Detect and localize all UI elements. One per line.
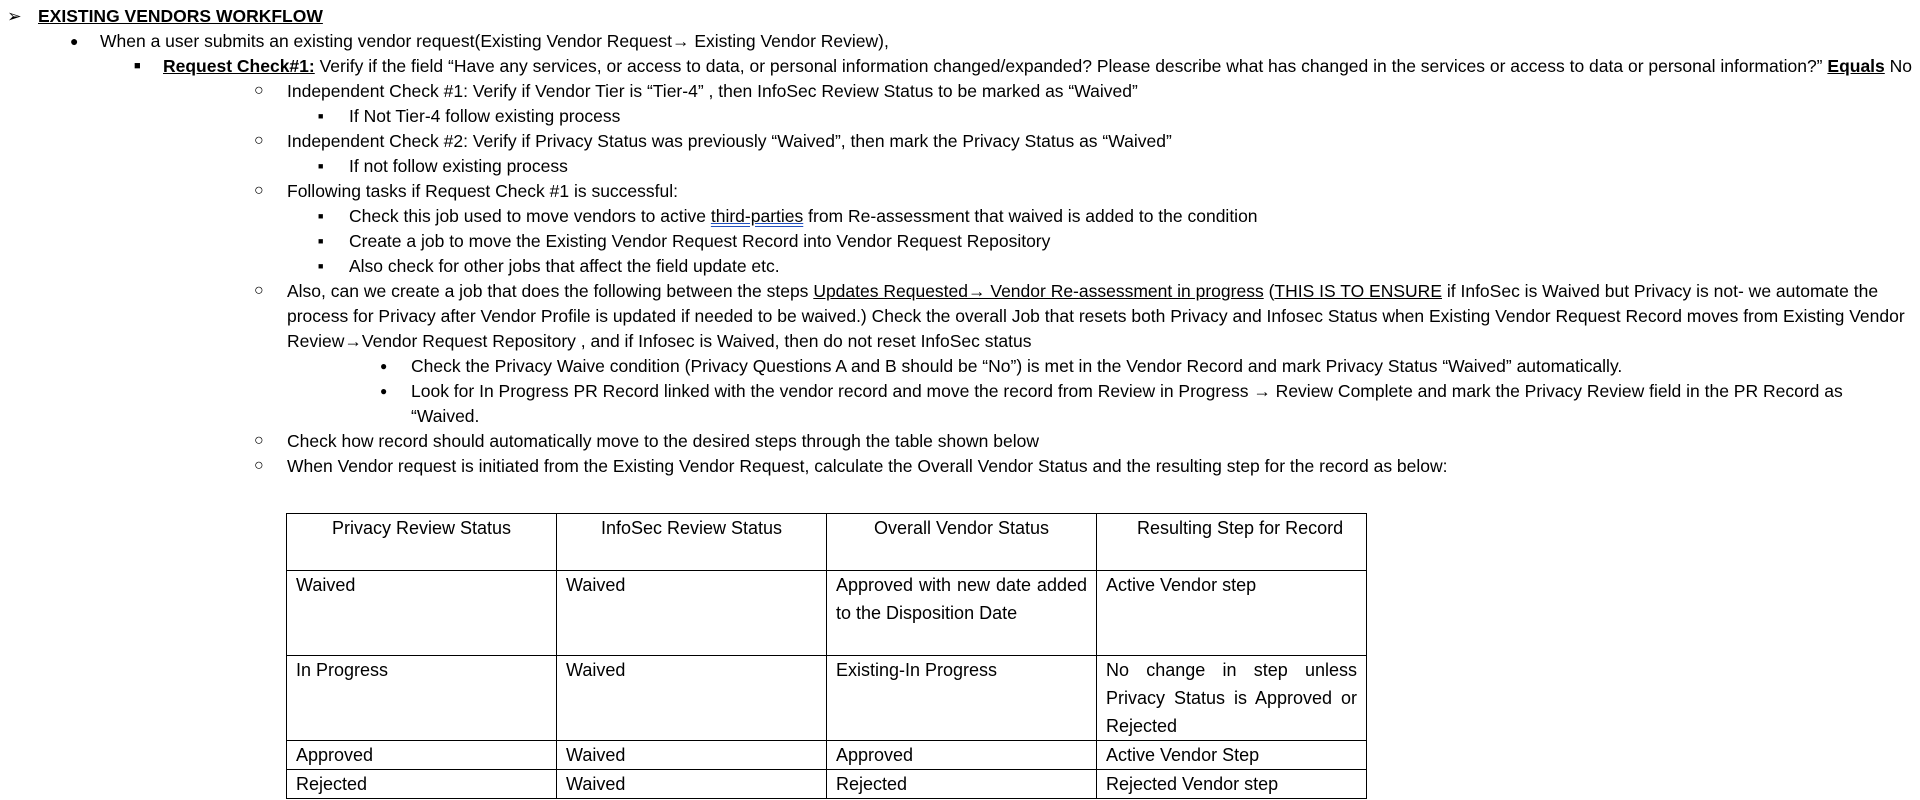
following-item1-pre: Check this job used to move vendors to active [349, 206, 711, 226]
check2-sub-text: If not follow existing process [349, 156, 568, 176]
circle-bullet-icon: ○ [254, 432, 264, 449]
check1-item [0, 79, 1920, 104]
disc-bullet-icon: ● [380, 359, 388, 373]
table-cell: Approved [827, 741, 1097, 770]
table-cell: Active Vendor Step [1097, 741, 1367, 770]
header-infosec-review-status: InfoSec Review Status [557, 514, 827, 571]
table-cell: Waived [557, 770, 827, 799]
when-vendor-text: When Vendor request is initiated from the Existing Vendor Request, calculate the Overall Vendor Status and the resulting step for the record as below: [287, 456, 1448, 476]
square-bullet-icon: ■ [318, 236, 324, 246]
table-row [287, 741, 1367, 770]
check1-sub-item [0, 104, 1920, 129]
circle-bullet-icon: ○ [254, 132, 264, 149]
square-bullet-icon: ■ [134, 60, 141, 72]
circle-bullet-icon: ○ [254, 457, 264, 474]
table-cell: Waived [287, 571, 557, 656]
document-body [0, 4, 1920, 479]
square-bullet-icon: ■ [318, 211, 324, 221]
table-cell: In Progress [287, 656, 557, 741]
when-vendor-item [0, 454, 1920, 479]
circle-bullet-icon: ○ [254, 282, 264, 299]
table-cell: No change in step unless Privacy Status is Approved or Rejected [1097, 656, 1367, 741]
also-paren: ( [1263, 281, 1275, 301]
third-parties-text: third-parties [710, 206, 804, 226]
circle-bullet-icon: ○ [254, 82, 264, 99]
table-cell: Waived [557, 656, 827, 741]
following-item1-post: from Re-assessment that waived is added to the condition [803, 206, 1258, 226]
header-overall-vendor-status: Overall Vendor Status [827, 514, 1097, 571]
request-check-item [0, 54, 1920, 79]
disc-bullet-icon: ● [70, 33, 79, 49]
equals-value: No [1884, 56, 1913, 76]
arrow-bullet-icon: ➢ [7, 6, 22, 26]
also-bullet-2 [0, 379, 1920, 429]
table-cell: Rejected [827, 770, 1097, 799]
also-bullet2-text: Look for In Progress PR Record linked with the vendor record and move the record from Review in Progress → Review Complete and mark the Privacy Review field in the PR Record as “Waived. [411, 381, 1843, 426]
heading-text: EXISTING VENDORS WORKFLOW [38, 6, 323, 26]
also-bullet1-text: Check the Privacy Waive condition (Privacy Questions A and B should be “No”) is met in the Vendor Record and mark Privacy Status “Waived” automatically. [411, 356, 1623, 376]
intro-text: When a user submits an existing vendor request(Existing Vendor Request→ Existing Vendor Review), [100, 31, 889, 51]
header-resulting-step: Resulting Step for Record [1097, 514, 1367, 571]
also-post: if InfoSec is Waived but Privacy is not- we automate the process for Privacy after Vendor Profile is updated if needed to be waived.) Check the overall Job that resets both Privacy and Infosec Status when Existing Vendor Request Record moves from Existing Vendor Review→Vendor Request Repository , and if Infosec is Waived, then do not reset InfoSec status [287, 281, 1905, 351]
square-bullet-icon: ■ [318, 161, 324, 171]
following-item3-text: Also check for other jobs that affect the field update etc. [349, 256, 780, 276]
table-row [287, 571, 1367, 656]
request-check-label: Request Check#1: [163, 56, 315, 76]
section-heading [0, 4, 1920, 29]
following-sub-item-1 [0, 204, 1920, 229]
disc-bullet-icon: ● [380, 384, 388, 398]
request-check-text: Verify if the field “Have any services, or access to data, or personal information changed/expanded? Please describe what has changed in the services or access to data or personal information?” [314, 56, 1823, 76]
equals-label: Equals [1827, 56, 1885, 76]
check2-text: Independent Check #2: Verify if Privacy Status was previously “Waived”, then mark the Privacy Status as “Waived” [287, 131, 1172, 151]
table-cell: Active Vendor step [1097, 571, 1367, 656]
table-cell: Approved [287, 741, 557, 770]
also-item [0, 279, 1920, 354]
ensure-text: THIS IS TO ENSURE [1274, 281, 1442, 301]
steps-text: Updates Requested→ Vendor Re-assessment in progress [813, 281, 1264, 301]
following-item2-text: Create a job to move the Existing Vendor Request Record into Vendor Request Repository [349, 231, 1051, 251]
table-cell: Waived [557, 571, 827, 656]
table-row [287, 770, 1367, 799]
table-row [287, 656, 1367, 741]
check-how-text: Check how record should automatically move to the desired steps through the table shown below [287, 431, 1039, 451]
check-how-item [0, 429, 1920, 454]
table-cell: Existing-In Progress [827, 656, 1097, 741]
following-text: Following tasks if Request Check #1 is successful: [287, 181, 678, 201]
circle-bullet-icon: ○ [254, 182, 264, 199]
table-cell: Waived [557, 741, 827, 770]
square-bullet-icon: ■ [318, 111, 324, 121]
table-cell: Rejected [287, 770, 557, 799]
table-cell: Rejected Vendor step [1097, 770, 1367, 799]
following-sub-item-3 [0, 254, 1920, 279]
check2-sub-item [0, 154, 1920, 179]
also-bullet-1 [0, 354, 1920, 379]
table-header-row [287, 514, 1367, 571]
intro-item [0, 29, 1920, 54]
check1-text: Independent Check #1: Verify if Vendor Tier is “Tier-4” , then InfoSec Review Status to be marked as “Waived” [287, 81, 1138, 101]
table-cell: Approved with new date added to the Disposition Date [827, 571, 1097, 656]
following-item [0, 179, 1920, 204]
check2-item [0, 129, 1920, 154]
square-bullet-icon: ■ [318, 261, 324, 271]
check1-sub-text: If Not Tier-4 follow existing process [349, 106, 621, 126]
following-sub-item-2 [0, 229, 1920, 254]
status-table [286, 513, 1367, 799]
header-privacy-review-status: Privacy Review Status [287, 514, 557, 571]
also-pre: Also, can we create a job that does the following between the steps [287, 281, 814, 301]
